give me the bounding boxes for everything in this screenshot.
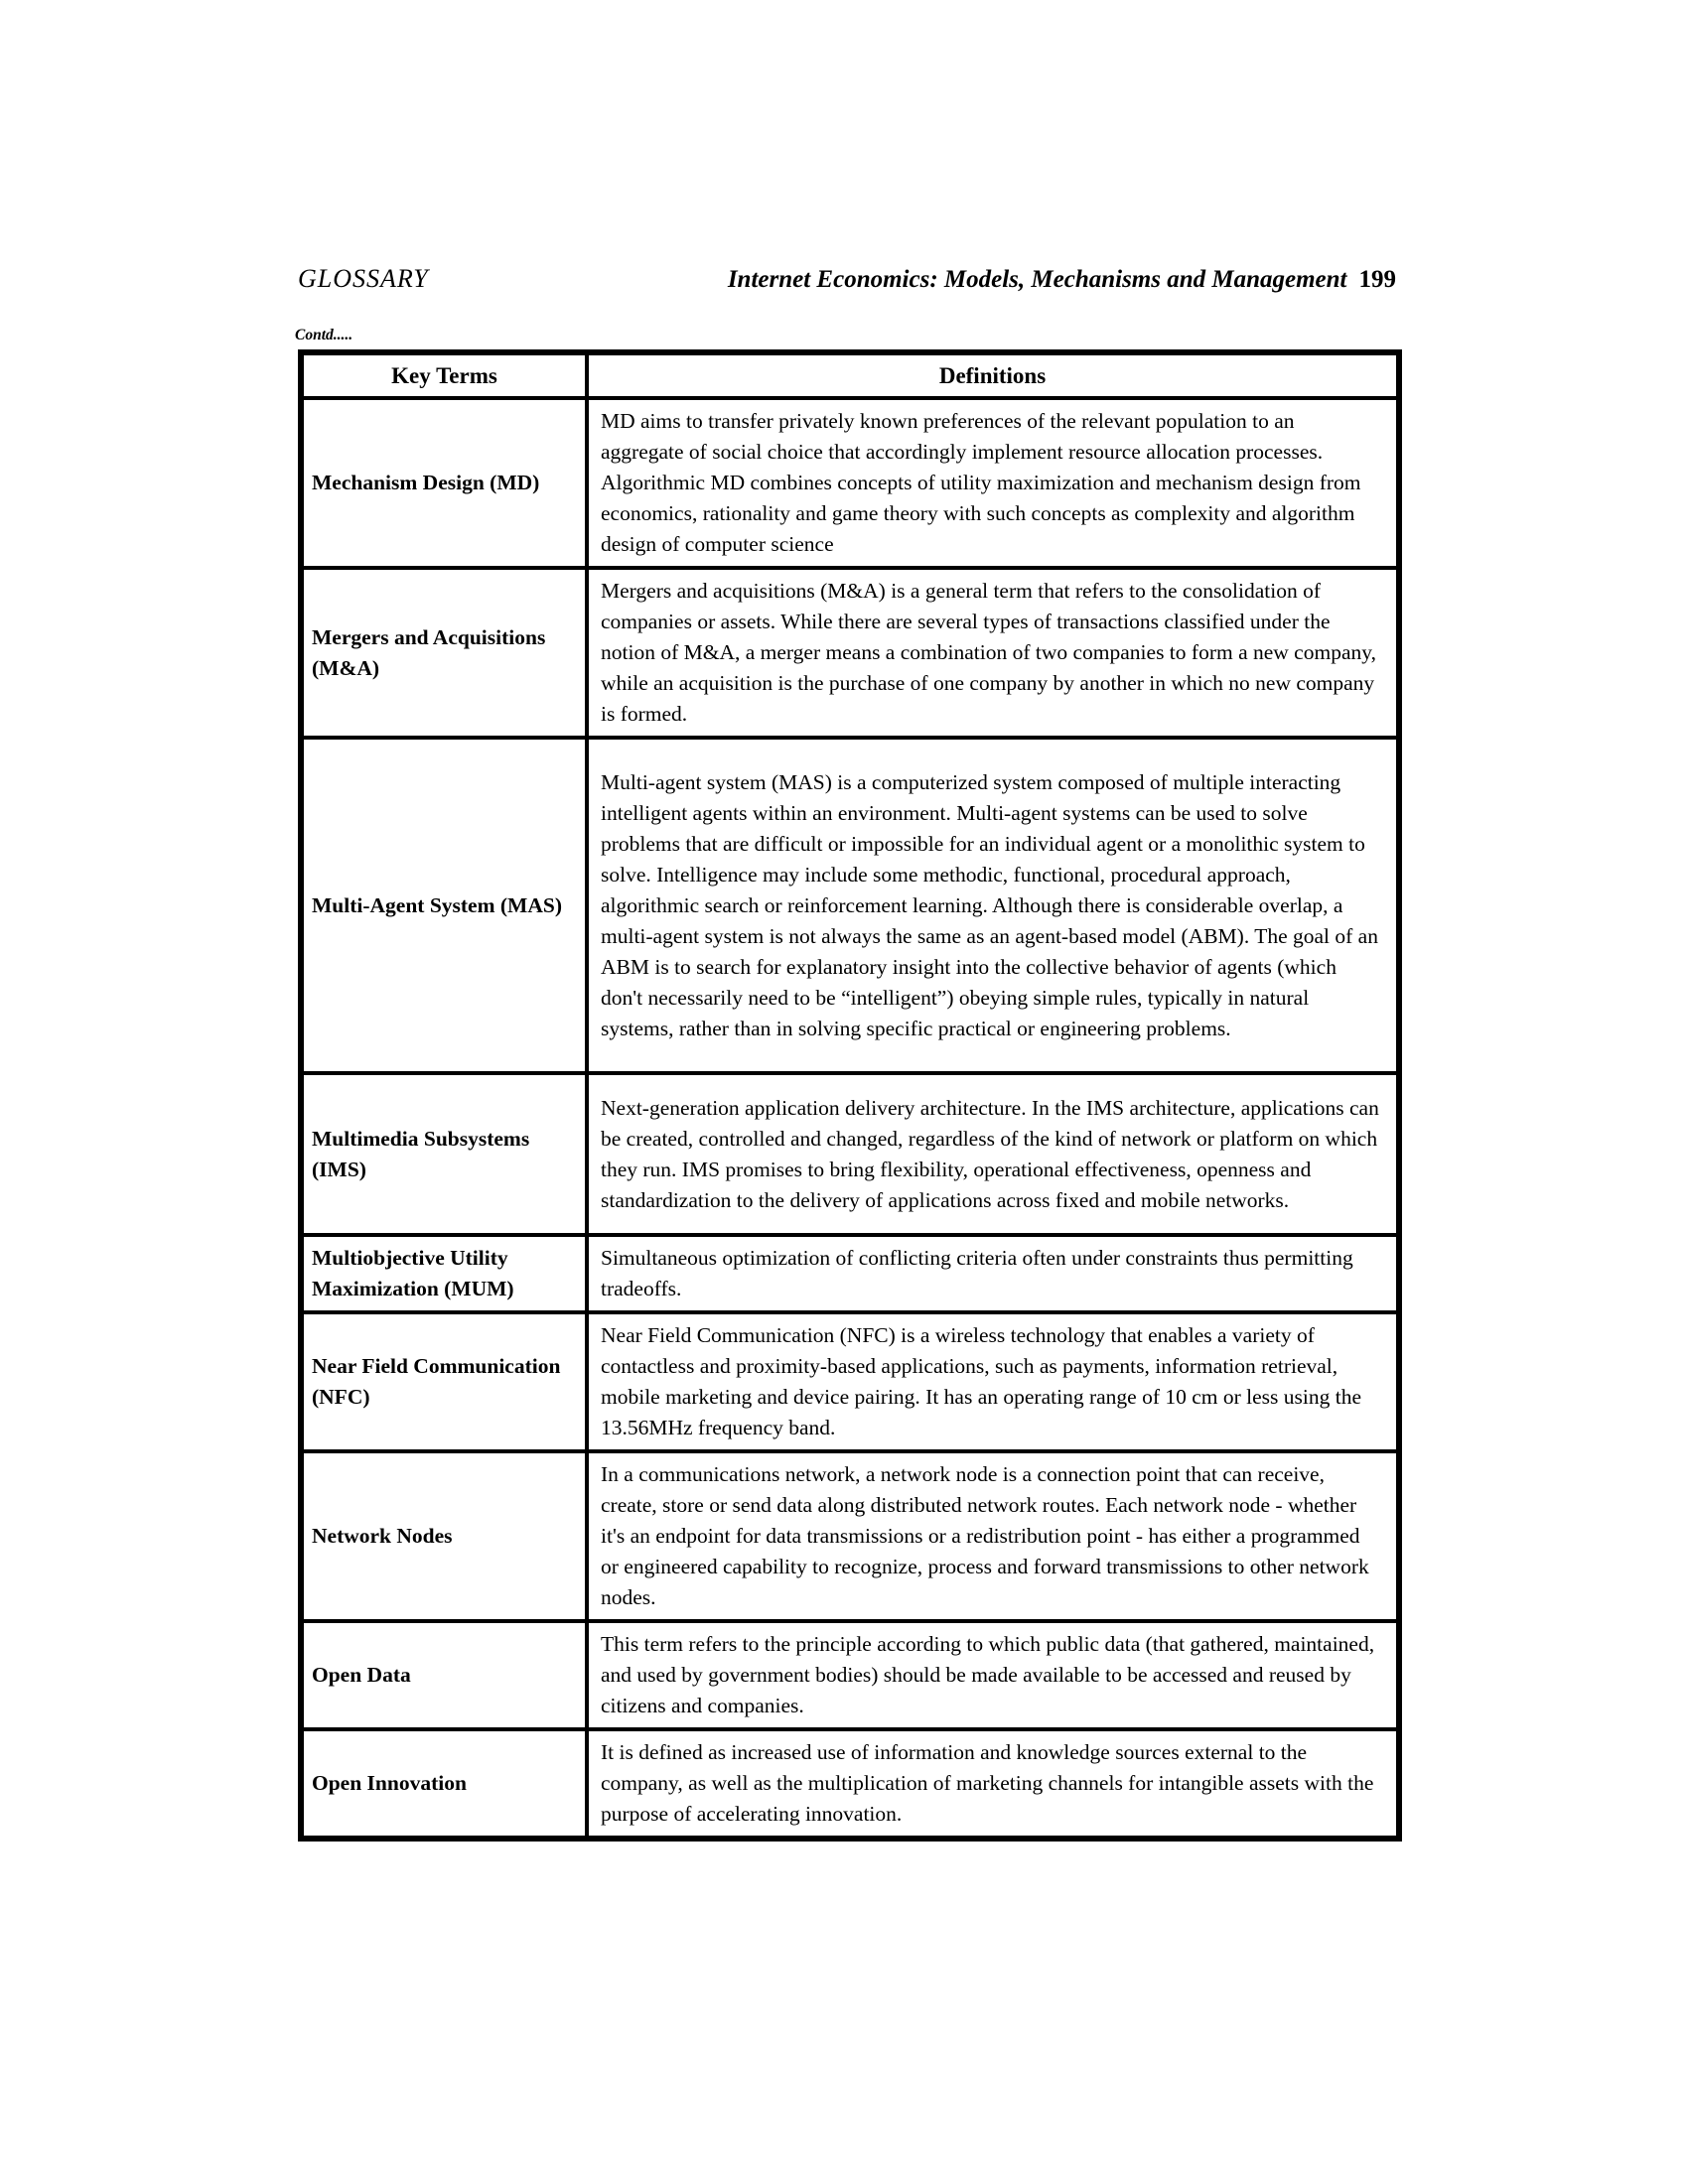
definition-cell: In a communications network, a network node is a connection point that can receive, create, store or send data along distributed network routes. Each network node - whether it's an endpoint for data transmissions or a redistribution point - has either a programmed or engineered capability to recognize, process and forward transmissions to other network nodes. [587,1451,1399,1621]
definition-cell: Multi-agent system (MAS) is a computerized system composed of multiple interacting intelligent agents within an environment. Multi-agent systems can be used to solve problems that are difficult or impossible for an individual agent or a monolithic system to solve. Intelligence may include some methodic, functional, procedural approach, algorithmic search or reinforcement learning. Although there is considerable overlap, a multi-agent system is not always the same as an agent-based model (ABM). The goal of an ABM is to search for explanatory insight into the collective behavior of agents (which don't necessarily need to be “intelligent”) obeying simple rules, typically in natural systems, rather than in solving specific practical or engineering problems. [587,738,1399,1073]
table-row [301,1729,1399,1839]
header-row [301,352,1399,398]
key-term-cell: Multiobjective Utility Maximization (MUM) [301,1235,587,1312]
key-term-cell: Open Innovation [301,1729,587,1839]
continuation-note: Contd..... [295,327,353,343]
table-row [301,1621,1399,1729]
definition-cell: Near Field Communication (NFC) is a wireless technology that enables a variety of contactless and proximity-based applications, such as payments, information retrieval, mobile marketing and device pairing. It has an operating range of 10 cm or less using the 13.56MHz frequency band. [587,1312,1399,1451]
table-row [301,568,1399,738]
table-row [301,1451,1399,1621]
glossary-table-body [301,398,1399,1839]
key-term-cell: Multimedia Subsystems (IMS) [301,1073,587,1235]
key-term-cell: Open Data [301,1621,587,1729]
page-number: 199 [1358,266,1396,293]
key-term-cell: Mechanism Design (MD) [301,398,587,568]
definition-cell: MD aims to transfer privately known preferences of the relevant population to an aggregate of social choice that accordingly implement resource allocation processes. Algorithmic MD combines concepts of utility maximization and mechanism design from economics, rationality and game theory with such concepts as complexity and algorithm design of computer science [587,398,1399,568]
running-head-left: GLOSSARY [298,264,429,293]
table-row [301,1235,1399,1312]
table-row [301,1073,1399,1235]
key-term-cell: Mergers and Acquisitions (M&A) [301,568,587,738]
table-row [301,738,1399,1073]
definition-cell: This term refers to the principle according to which public data (that gathered, maintained, and used by government bodies) should be made available to be accessed and reused by citizens and companies. [587,1621,1399,1729]
book-title: Internet Economics: Models, Mechanisms and Management [727,266,1347,293]
table-row [301,398,1399,568]
key-term-cell: Network Nodes [301,1451,587,1621]
column-header-key-terms: Key Terms [301,352,587,398]
glossary-table [298,349,1402,1842]
definition-cell: Simultaneous optimization of conflicting criteria often under constraints thus permitting tradeoffs. [587,1235,1399,1312]
column-header-definitions: Definitions [587,352,1399,398]
key-term-cell: Near Field Communication (NFC) [301,1312,587,1451]
definition-cell: Next-generation application delivery architecture. In the IMS architecture, applications can be created, controlled and changed, regardless of the kind of network or platform on which they run. IMS promises to bring flexibility, operational effectiveness, openness and standardization to the delivery of applications across fixed and mobile networks. [587,1073,1399,1235]
running-head-right [728,266,1396,294]
key-term-cell: Multi-Agent System (MAS) [301,738,587,1073]
table-row [301,1312,1399,1451]
definition-cell: It is defined as increased use of information and knowledge sources external to the company, as well as the multiplication of marketing channels for intangible assets with the purpose of accelerating innovation. [587,1729,1399,1839]
glossary-table-header [301,352,1399,398]
page-header [298,264,1396,294]
definition-cell: Mergers and acquisitions (M&A) is a general term that refers to the consolidation of companies or assets. While there are several types of transactions classified under the notion of M&A, a merger means a combination of two companies to form a new company, while an acquisition is the purchase of one company by another in which no new company is formed. [587,568,1399,738]
